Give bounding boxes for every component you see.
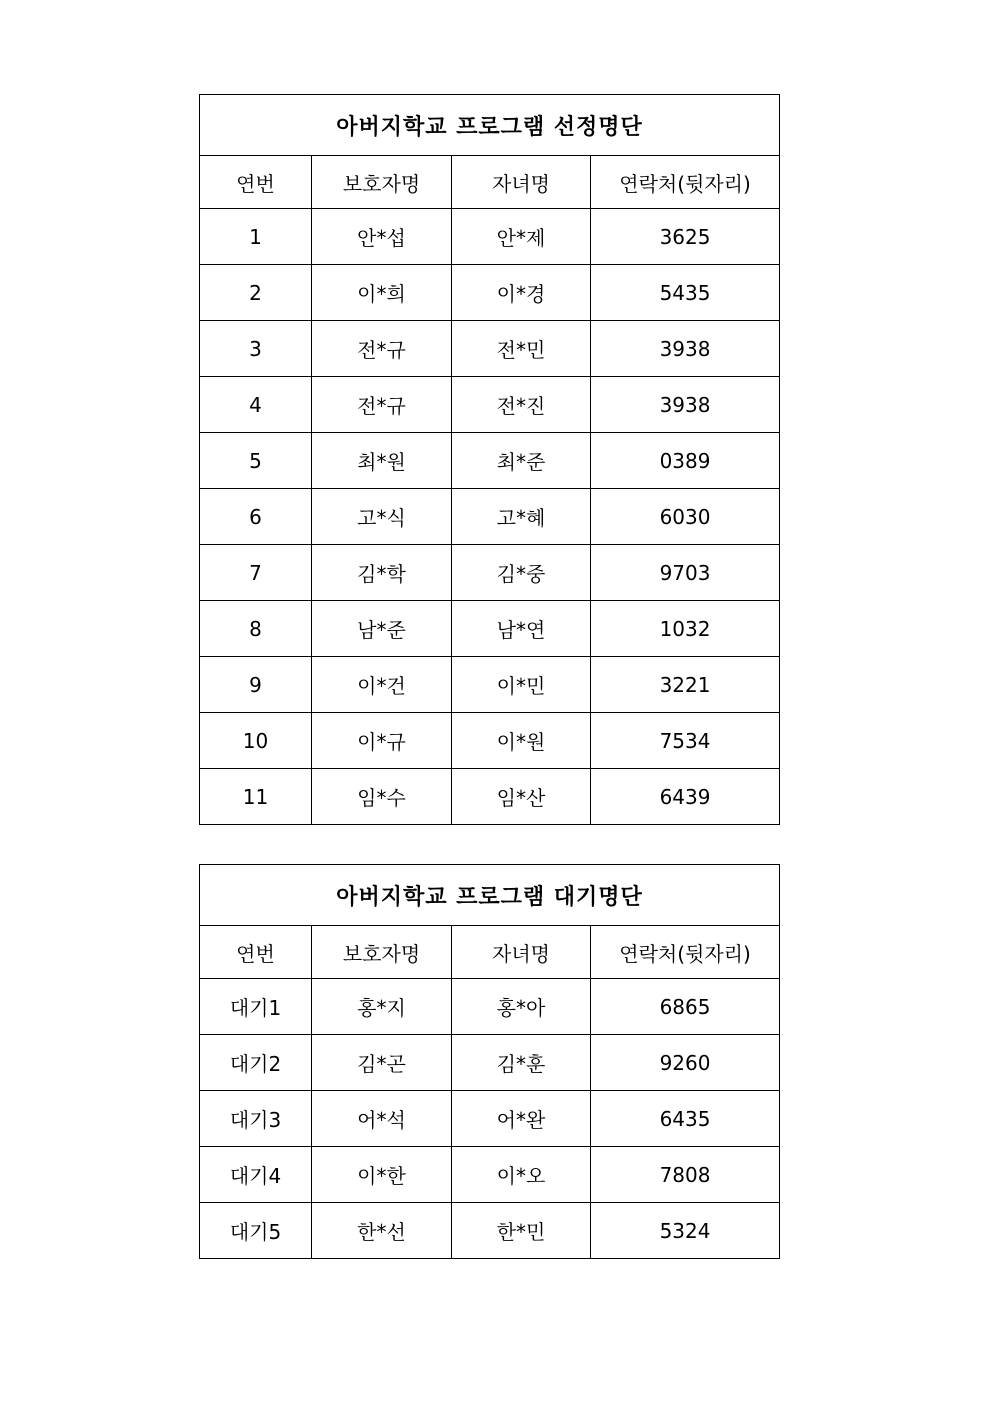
child-name-cell: 최*준	[452, 433, 591, 489]
guardian-name-cell: 최*원	[312, 433, 452, 489]
contact-digits-cell: 7808	[591, 1147, 780, 1203]
child-name-cell: 이*오	[452, 1147, 591, 1203]
row-number-cell: 3	[200, 321, 312, 377]
contact-digits-cell: 3221	[591, 657, 780, 713]
row-number-cell: 대기4	[200, 1147, 312, 1203]
row-number-cell: 4	[200, 377, 312, 433]
guardian-name-cell: 이*규	[312, 713, 452, 769]
guardian-name-cell: 남*준	[312, 601, 452, 657]
contact-digits-cell: 6865	[591, 979, 780, 1035]
table-row	[200, 545, 780, 601]
table-row	[200, 321, 780, 377]
waitlist-header-row	[200, 926, 780, 979]
guardian-name-cell: 이*희	[312, 265, 452, 321]
guardian-name-cell: 한*선	[312, 1203, 452, 1259]
column-header-child: 자녀명	[452, 156, 591, 209]
row-number-cell: 2	[200, 265, 312, 321]
guardian-name-cell: 김*곤	[312, 1035, 452, 1091]
waitlist-roster-table	[199, 864, 780, 1259]
waitlist-table-title: 아버지학교 프로그램 대기명단	[200, 865, 780, 926]
contact-digits-cell: 3938	[591, 321, 780, 377]
row-number-cell: 1	[200, 209, 312, 265]
contact-digits-cell: 5324	[591, 1203, 780, 1259]
child-name-cell: 이*원	[452, 713, 591, 769]
child-name-cell: 전*민	[452, 321, 591, 377]
selected-table-title: 아버지학교 프로그램 선정명단	[200, 95, 780, 156]
selected-header-row	[200, 156, 780, 209]
table-row	[200, 1147, 780, 1203]
child-name-cell: 고*혜	[452, 489, 591, 545]
guardian-name-cell: 홍*지	[312, 979, 452, 1035]
contact-digits-cell: 3625	[591, 209, 780, 265]
selected-roster-table	[199, 94, 780, 825]
row-number-cell: 대기2	[200, 1035, 312, 1091]
child-name-cell: 안*제	[452, 209, 591, 265]
row-number-cell: 대기3	[200, 1091, 312, 1147]
row-number-cell: 5	[200, 433, 312, 489]
guardian-name-cell: 안*섭	[312, 209, 452, 265]
column-header-contact: 연락처(뒷자리)	[591, 926, 780, 979]
table-row	[200, 1035, 780, 1091]
child-name-cell: 김*훈	[452, 1035, 591, 1091]
contact-digits-cell: 1032	[591, 601, 780, 657]
child-name-cell: 전*진	[452, 377, 591, 433]
child-name-cell: 김*중	[452, 545, 591, 601]
contact-digits-cell: 5435	[591, 265, 780, 321]
column-header-child: 자녀명	[452, 926, 591, 979]
row-number-cell: 7	[200, 545, 312, 601]
contact-digits-cell: 3938	[591, 377, 780, 433]
row-number-cell: 9	[200, 657, 312, 713]
guardian-name-cell: 고*식	[312, 489, 452, 545]
row-number-cell: 10	[200, 713, 312, 769]
contact-digits-cell: 9703	[591, 545, 780, 601]
guardian-name-cell: 이*건	[312, 657, 452, 713]
row-number-cell: 8	[200, 601, 312, 657]
child-name-cell: 임*산	[452, 769, 591, 825]
waitlist-table-body	[200, 979, 780, 1259]
table-row	[200, 657, 780, 713]
column-header-number: 연번	[200, 156, 312, 209]
column-header-guardian: 보호자명	[312, 156, 452, 209]
column-header-guardian: 보호자명	[312, 926, 452, 979]
table-row	[200, 1203, 780, 1259]
table-row	[200, 489, 780, 545]
table-row	[200, 433, 780, 489]
guardian-name-cell: 임*수	[312, 769, 452, 825]
row-number-cell: 대기5	[200, 1203, 312, 1259]
child-name-cell: 어*완	[452, 1091, 591, 1147]
child-name-cell: 이*경	[452, 265, 591, 321]
table-row	[200, 979, 780, 1035]
table-row	[200, 265, 780, 321]
column-header-number: 연번	[200, 926, 312, 979]
child-name-cell: 한*민	[452, 1203, 591, 1259]
table-row	[200, 1091, 780, 1147]
child-name-cell: 홍*아	[452, 979, 591, 1035]
contact-digits-cell: 7534	[591, 713, 780, 769]
table-row	[200, 713, 780, 769]
guardian-name-cell: 전*규	[312, 377, 452, 433]
contact-digits-cell: 0389	[591, 433, 780, 489]
table-row	[200, 769, 780, 825]
row-number-cell: 6	[200, 489, 312, 545]
table-row	[200, 377, 780, 433]
contact-digits-cell: 9260	[591, 1035, 780, 1091]
child-name-cell: 이*민	[452, 657, 591, 713]
contact-digits-cell: 6030	[591, 489, 780, 545]
guardian-name-cell: 김*학	[312, 545, 452, 601]
child-name-cell: 남*연	[452, 601, 591, 657]
contact-digits-cell: 6439	[591, 769, 780, 825]
row-number-cell: 11	[200, 769, 312, 825]
guardian-name-cell: 이*한	[312, 1147, 452, 1203]
table-row	[200, 601, 780, 657]
table-row	[200, 209, 780, 265]
contact-digits-cell: 6435	[591, 1091, 780, 1147]
column-header-contact: 연락처(뒷자리)	[591, 156, 780, 209]
guardian-name-cell: 전*규	[312, 321, 452, 377]
selected-table-body	[200, 209, 780, 825]
guardian-name-cell: 어*석	[312, 1091, 452, 1147]
row-number-cell: 대기1	[200, 979, 312, 1035]
